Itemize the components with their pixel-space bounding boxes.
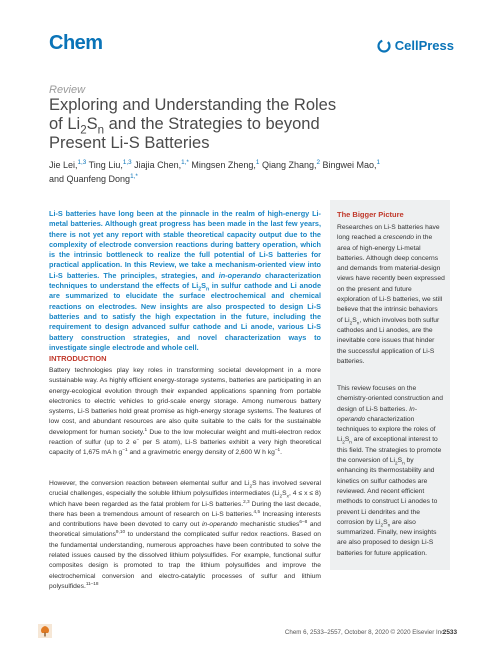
author-name: Jie Lei, <box>49 160 78 170</box>
author-name: Jiajia Chen, <box>134 160 182 170</box>
author-name: Qiang Zhang, <box>261 160 317 170</box>
cellpress-logo-icon <box>377 39 391 53</box>
footer-citation: Chem 6, 2533–2557, October 8, 2020 © 2020 Elsevier Inc. <box>284 629 446 636</box>
article-title: Exploring and Understanding the Roles of $Li_2S_n$ and the Strategies to beyond Present Li-S Batteries <box>49 96 337 152</box>
bigger-picture-paragraph: This review focuses on the chemistry-oriented construction and design of Li-S batteries. In-operando characterization techniques to explore the roles of $Li_2S_n$ are of exceptional interest to this field. The strategies to promote the conversion of $Li_2S_n$ by enhancing its thermostability and kinetics on sulfur cathodes are reviewed. And recent efficient methods to construct Li anodes to prevent Li dendrites and the corrosion by $Li_2S_n$ are also summarized. Finally, new insights are also proposed to design Li-S batteries for future application. <box>337 385 443 557</box>
section-heading: INTRODUCTION <box>49 354 107 363</box>
author-name: Ting Liu, <box>88 160 123 170</box>
author-name: Mingsen Zheng, <box>191 160 256 170</box>
publisher-name: CellPress <box>394 38 454 53</box>
journal-name: Chem <box>49 32 103 54</box>
author-list: Jie Lei,$^{1,3}$ Ting Liu,$^{1,3}$ Jiajia Chen,$^{1,*}$ Mingsen Zheng,$^1$ Qiang Zhang,$^2$ Bingwei Mao,$^1$ and Quanfeng Dong$^{1,*}$ <box>49 159 381 184</box>
bigger-picture-paragraph: Researches on Li-S batteries have long reached a crescendo in the area of high-energy Li-metal batteries. Although deep concerns and demands from material-design views have recently been expressed on the present and future exploration of Li-S batteries, we still believe that the intrinsic behaviors of $Li_2S_n$, which involves both sulfur cathodes and Li anodes, are the inevitable core issues that hinder the successful application of Li-S batteries. <box>337 224 445 365</box>
author-name: and Quanfeng Dong <box>49 174 131 184</box>
elsevier-tree-icon <box>38 624 52 638</box>
bigger-picture-heading: The Bigger Picture <box>337 210 404 219</box>
body-paragraph: However, the conversion reaction between elemental sulfur and $Li_2S$ has involved several crucial challenges, especially the soluble lithium polysulfides intermediates ($Li_2S_x$, 4 ≤ x ≤ 8) which have been regarded as the fatal problem for Li-S batteries.$^{2,3}$ During the last decade, there has been a tremendous amount of research on Li-S batteries.$^{4,5}$ Increasing interests and contributions have been devoted to carry out in-operando mechanistic studies$^{6-8}$ and theoretical simulations$^{9,10}$ to understand the complicated sulfur redox reactions. Based on the fundamental understanding, numerous approaches have been contributed to solve the related issues caused by the dissolved lithium polysulfides. For example, functional sulfur composites design is promoted to trap the lithium polysulfides and improve the electrochemical conversion and electro-catalytic processes of sulfur and lithium polysulfides.$^{11-18}$ <box>49 480 321 590</box>
body-paragraph: Battery technologies play key roles in transforming societal development in a more sustainable way. As highly efficient energy-storage systems, batteries are participating in an energy-ecological evolution through their expanded applications spanning from portable electronics to electric vehicles to grid-scale energy storage. Among numerous battery systems, Li-S batteries hold great promise as high-energy storage systems. The features of low cost, and abundant resources are also quite suitable to the calls for the sustainable development for human society.$^1$ Due to the low molecular weight and multi-electron redox reaction of sulfur (up to 2 e− per S atom), Li-S batteries exhibit a very high theoretical capacity of 1,675 mA h $g^{-1}$ and a gravimetric energy density of 2,600 W h $kg^{-1}$. <box>49 367 322 457</box>
article-category: Review <box>49 84 86 96</box>
page-number: 2533 <box>442 629 457 636</box>
author-name: Bingwei Mao, <box>322 160 377 170</box>
summary-abstract: Li-S batteries have long been at the pinnacle in the realm of high-energy Li-metal batteries. Although great progress has been made in the last few years, there is not yet any report with stable theoretical capacity output due to the complexity of electrode conversion reactions during battery operation, which is the intrinsic bottleneck to realize the full potential of Li-S batteries for practical application. In this Review, we take a mechanism-oriented view into Li-S batteries. The principles, strategies, and in-operando characterization techniques to understand the effects of $Li_2S_n$ in sulfur cathode and Li anode are summarized to elucidate the surface electrochemical and chemical reactions on electrodes. New insights are also prospected to design Li-S batteries and to satisfy the high expectation in the future, including the requirement to design advanced sulfur cathode and Li anode, various Li-S battery construction strategies, and novel characterization ways to investigate single electrode and whole cell. <box>49 209 322 352</box>
publisher-logo <box>377 38 454 53</box>
